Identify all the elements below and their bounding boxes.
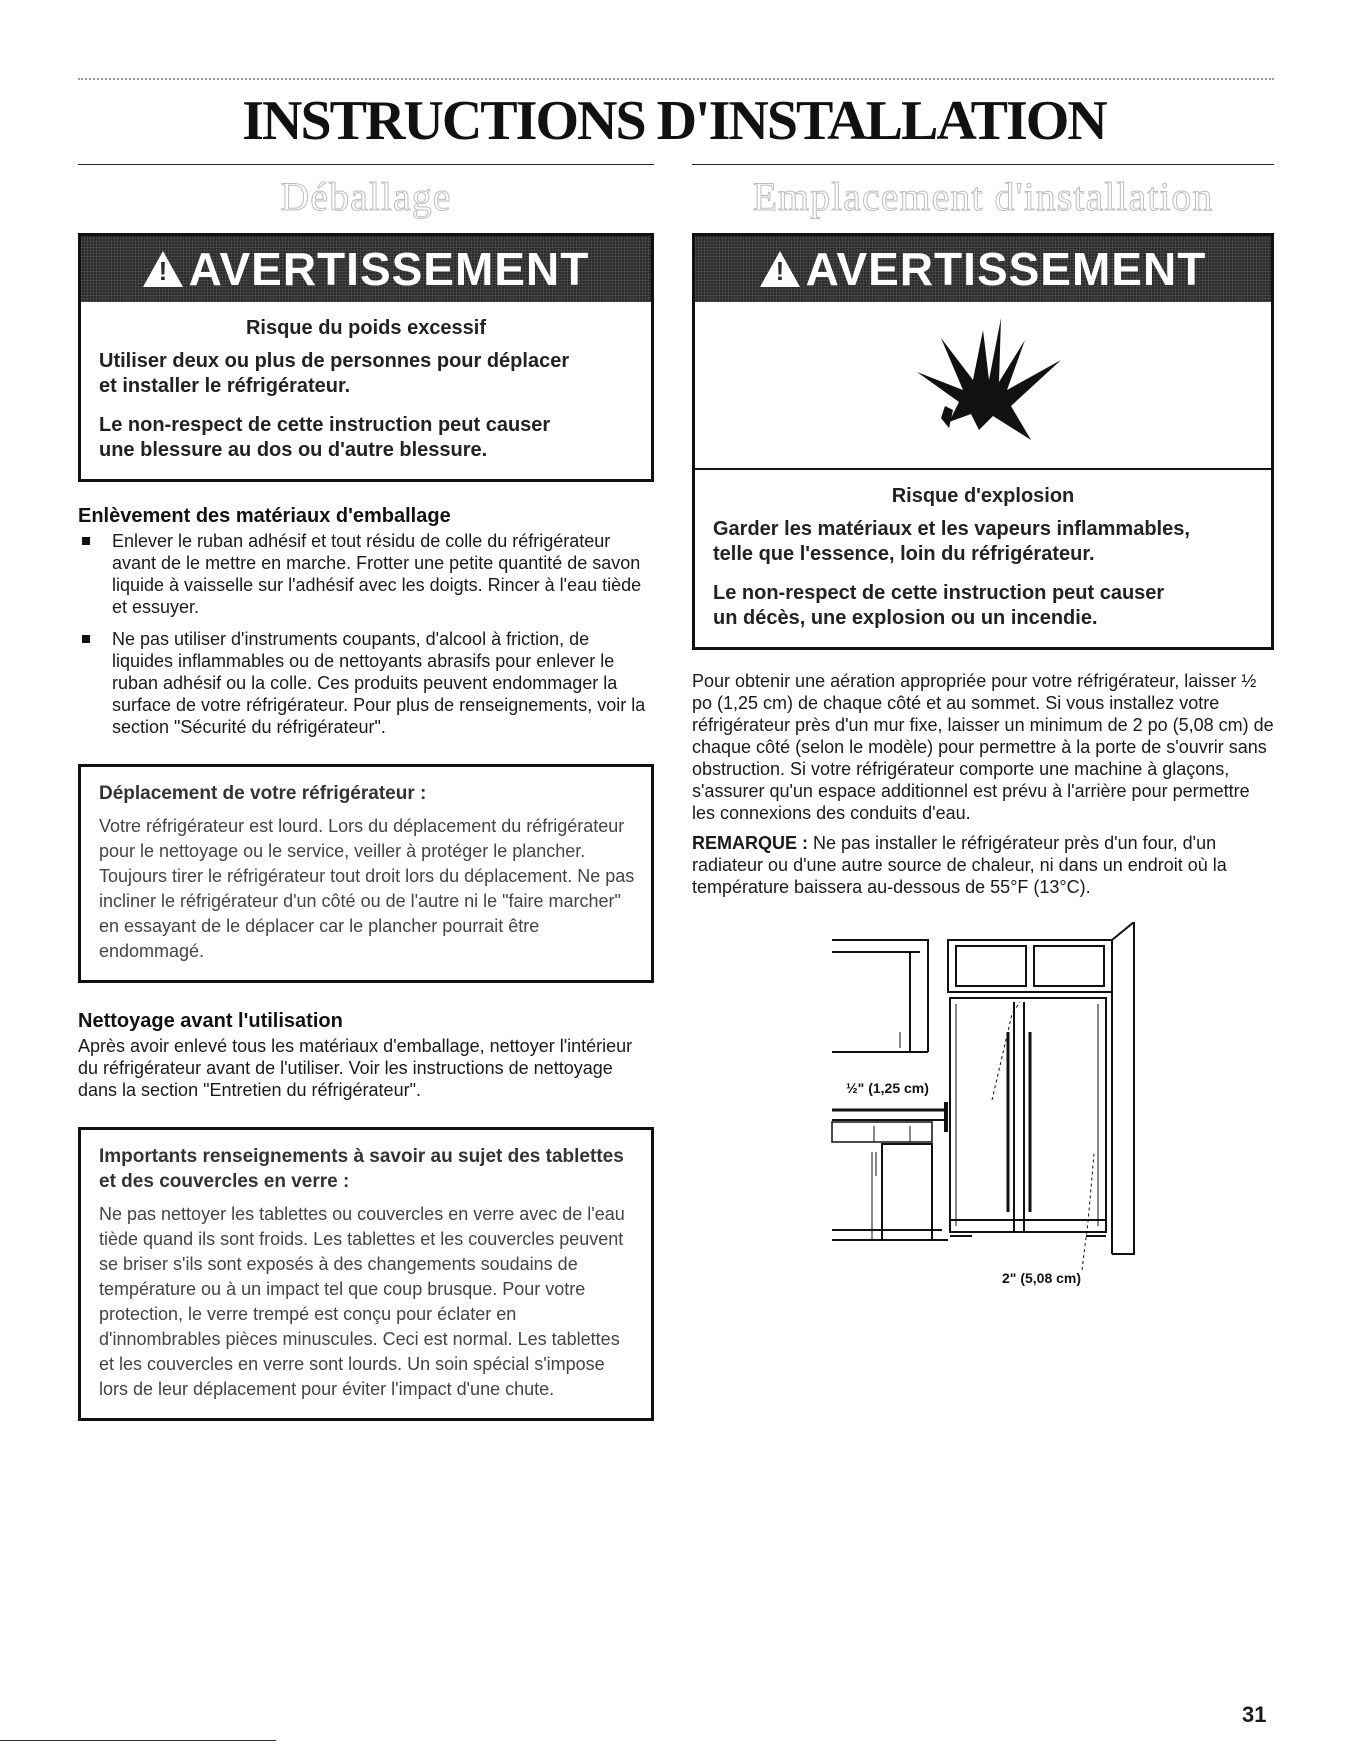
glass-note-box (78, 1127, 654, 1421)
weight-warning-box (78, 233, 654, 482)
clearance-text: Pour obtenir une aération appropriée pour votre réfrigérateur, laisser ½ po (1,25 cm) de chaque côté et au sommet. Si vous installez votre réfrigérateur près d'un mur fixe, laisser un minimum de 2 po (5,08 cm) de chaque côté (selon le modèle) pour permettre à la porte de s'ouvrir sans obstruction. Si votre réfrigérateur comporte une machine à glaçons, s'assurer qu'un espace additionnel est prévu à l'arrière pour permettre les connexions des conduits d'eau. (692, 671, 1274, 823)
warning-line: Utiliser deux ou plus de personnes pour déplacer (99, 350, 570, 372)
moving-note-box (78, 764, 654, 983)
installation-clearance-diagram (812, 922, 1152, 1300)
warning-line: et installer le réfrigérateur. (99, 375, 351, 397)
warning-line: telle que l'essence, loin du réfrigérateur. (713, 543, 1095, 565)
page-number: 31 (1242, 1702, 1267, 1727)
clearance-diagram-drawing (812, 922, 1152, 1300)
warning-label: AVERTISSEMENT (188, 243, 590, 295)
glass-note-title: Importants renseignements à savoir au sujet des tablettes et des couvercles en verre : (99, 1146, 624, 1192)
packaging-removal-heading: Enlèvement des matériaux d'emballage (78, 505, 451, 527)
explosion-warning-box (692, 233, 1274, 650)
right-column-rule (692, 164, 1274, 165)
two-inch-clearance-label: 2" (5,08 cm) (1002, 1270, 1082, 1286)
explosion-icon (893, 310, 1073, 460)
explosion-symbol-area (695, 302, 1271, 470)
remark-label: REMARQUE : (692, 833, 808, 853)
glass-note-text: Ne pas nettoyer les tablettes ou couvercles en verre avec de l'eau tiède quand ils sont froids. Les tablettes et les couvercles peuvent se briser s'ils sont exposés à des changements soudains de température ou à un impact tel que coup brusque. Pour votre protection, le verre trempé est conçu pour éclater en d'innombrables pièces minuscules. Ceci est normal. Les tablettes et les couvercles en verre sont lourds. Un soin spécial s'impose lors de leur déplacement pour éviter l'impact d'une chute. (99, 1204, 625, 1399)
top-dotted-rule (78, 78, 1274, 80)
page-title: INSTRUCTIONS D'INSTALLATION (242, 90, 1106, 152)
warning-body (81, 302, 651, 479)
section-title-unpacking: Déballage (280, 174, 452, 219)
warning-triangle-icon: ! (143, 251, 183, 287)
left-column-rule (78, 164, 654, 165)
cleaning-heading: Nettoyage avant l'utilisation (78, 1010, 343, 1032)
warning-hazard: Risque du poids excessif (245, 317, 487, 339)
list-item: Enlever le ruban adhésif et tout résidu de colle du réfrigérateur avant de le mettre en marche. Frotter une petite quantité de savon liquide à vaisselle sur l'adhésif avec les doigts. Rincer à l'eau tiède et essuyer. (78, 530, 654, 618)
warning-header (695, 236, 1271, 302)
section-title-location: Emplacement d'installation (752, 174, 1214, 219)
list-item: Ne pas utiliser d'instruments coupants, d'alcool à friction, de liquides inflammables ou de nettoyants abrasifs pour enlever le ruban adhésif ou la colle. Ces produits peuvent endommager la surface de votre réfrigérateur. Pour plus de renseignements, voir la section "Sécurité du réfrigérateur". (78, 628, 654, 738)
moving-note-title: Déplacement de votre réfrigérateur : (99, 783, 427, 804)
warning-line: Garder les matériaux et les vapeurs inflammables, (713, 518, 1190, 540)
right-column (692, 164, 1274, 1300)
packaging-removal-list (78, 530, 654, 738)
warning-line: Le non-respect de cette instruction peut causer (99, 414, 551, 436)
warning-header (81, 236, 651, 302)
remark-paragraph (692, 832, 1274, 898)
left-column (78, 164, 654, 1421)
remark-text: Ne pas installer le réfrigérateur près d'un four, d'un radiateur ou d'une autre source de chaleur, ni dans un endroit où la température baissera au-dessous de 55°F (13°C). (692, 833, 1227, 897)
warning-label: AVERTISSEMENT (805, 243, 1207, 295)
bottom-rule (0, 1740, 276, 1741)
warning-line: une blessure au dos ou d'autre blessure. (99, 439, 488, 461)
warning-line: un décès, une explosion ou un incendie. (713, 607, 1098, 629)
warning-body (695, 470, 1271, 647)
warning-triangle-icon: ! (760, 251, 800, 287)
moving-note-text: Votre réfrigérateur est lourd. Lors du déplacement du réfrigérateur pour le nettoyage ou le service, veiller à protéger le plancher. Toujours tirer le réfrigérateur tout droit lors du déplacement. Ne pas incliner le réfrigérateur d'un côté ou de l'autre ni le "faire marcher" en essayant de le déplacer car le plancher pourrait être endommagé. (99, 816, 635, 961)
half-inch-clearance-label: ½" (1,25 cm) (846, 1080, 929, 1096)
cleaning-text: Après avoir enlevé tous les matériaux d'emballage, nettoyer l'intérieur du réfrigérateur avant de l'utiliser. Voir les instructions de nettoyage dans la section "Entretien du réfrigérateur". (78, 1036, 633, 1100)
warning-hazard: Risque d'explosion (891, 485, 1075, 507)
warning-line: Le non-respect de cette instruction peut causer (713, 582, 1165, 604)
